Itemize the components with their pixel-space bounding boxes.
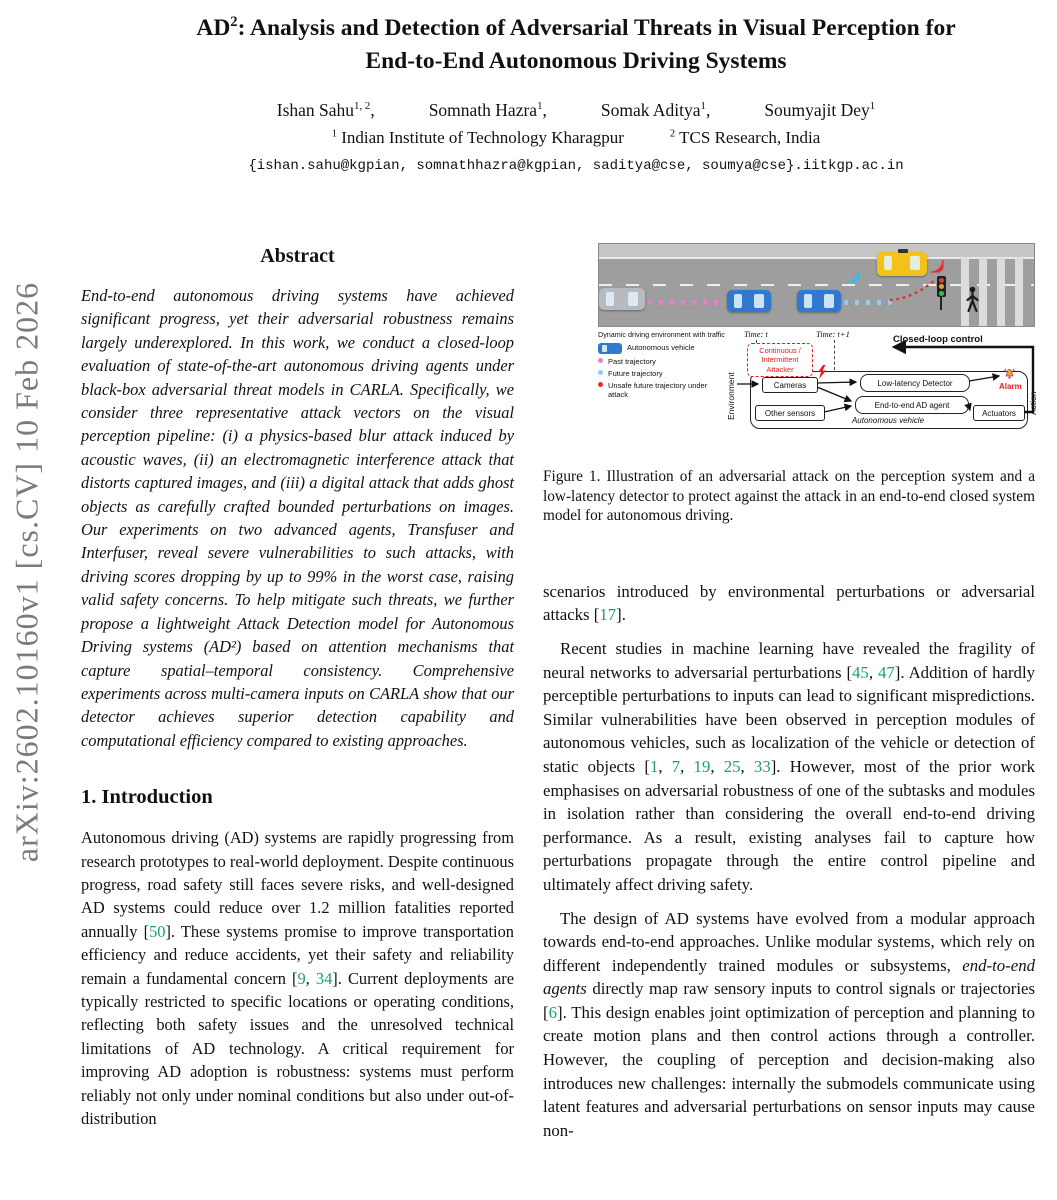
intro-paragraph: Autonomous driving (AD) systems are rapidly progressing from research prototypes to real-world deployment. Despite continuous progress, road safety still faces severe risks, and well-designed AD systems could reduce over 1.2 million fatalities reported annually [50]. These systems promise to improve transportation efficiency and reduce accidents, yet their safety and reliability remain a fundamental concern [9, 34]. Current deployments are typically restricted to specific locations or operating conditions, reflecting both safety issues and the unresolved technical limitations of AD technology. A critical requirement for improving AD adoption is robustness: systems must perform reliably not only under nominal conditions but also under out-of-distribution — [81, 828, 515, 1128]
title-superscript: 2 — [230, 14, 238, 30]
author: Soumyajit Dey$^1$ — [764, 99, 876, 120]
right-column — [543, 243, 1038, 1142]
unsafe-trajectory-dot-icon — [598, 382, 603, 387]
autonomous-vehicle-legend-icon — [598, 343, 622, 354]
section-1-heading: 1. Introduction — [81, 786, 213, 809]
body-paragraph: Recent studies in machine learning have revealed the fragility of neural networks to adversarial perturbations [45, 47]. Addition of hardly perceptible perturbations to inputs can lead to significant mispredictions. Similar vulnerabilities have been observed in perception modules of autonomous vehicles, such as localization of the vehicle or detection of static objects [1, 7, 19, 25, 33]. However, most of the prior work emphasises on adversarial robustness of one of the subtasks and modules in isolation rather than considering the overall end-to-end driving performance. As a result, existing analyses fail to capture how perturbations propagate through the entire control pipeline and ultimately affect driving safety. — [543, 638, 1035, 894]
legend-item-future-trajectory — [598, 369, 716, 378]
citation-link[interactable]: 9 — [297, 968, 306, 988]
time-divider — [834, 340, 835, 370]
lightning-attack-icon — [817, 365, 827, 379]
sidewalk-strip — [599, 244, 1034, 259]
av-container-label: Autonomous vehicle — [851, 416, 925, 425]
citation-link[interactable]: 45 — [852, 662, 869, 682]
environment-label: Environment — [726, 372, 736, 420]
citation-link[interactable]: 33 — [753, 756, 771, 776]
alarm-label: Alarm — [999, 382, 1022, 391]
v2x-signal-icon — [845, 268, 861, 284]
agent-box: End-to-end AD agent — [855, 396, 969, 414]
attack-signal-icon — [929, 258, 945, 274]
author-emails: {ishan.sahu@kgpian, somnathhazra@kgpian, saditya@cse, soumya@cse}.iitkgp.ac.in — [248, 157, 904, 174]
traffic-light-icon — [937, 276, 946, 297]
paper-title — [96, 6, 1056, 78]
legend-item-unsafe-trajectory — [598, 381, 716, 399]
other-sensors-box: Other sensors — [755, 405, 825, 421]
citation-link[interactable]: 19 — [693, 756, 711, 776]
legend-label: Past trajectory — [608, 357, 656, 366]
paper-header — [96, 0, 1056, 174]
figure-1 — [543, 243, 1038, 526]
abstract-text: End-to-end autonomous driving systems have achieved significant progress, yet their adversarial robustness remains largely underexplored. In this work, we conduct a closed-loop evaluation of state-of-the-art autonomous driving agents under black-box adversarial threat models in CARLA. Specifically, we consider three representative attack vectors on the visual perception pipeline: (i) a physics-based blur attack induced by acoustic waves, (ii) an electromagnetic interference attack that distorts captured images, and (iii) a digital attack that adds ghost objects as carefully crafted bounded perturbations on images. Our experiments on two advanced agents, Transfuser and Interfuser, reveal severe vulnerabilities to such attacks, with driving scores dropping by up to 99% in the worst case, raising valid safety concerns. To help mitigate such threats, we further propose a lightweight Attack Detection model for Autonomous Driving systems (AD²) based on attention mechanisms that capture spatial–temporal consistency. Comprehensive experiments across multi-camera inputs on CARLA show that our detector achieves superior detection capability and computational efficiency compared to existing approaches. — [81, 286, 514, 750]
right-column-text — [543, 580, 1035, 1143]
actuators-box: Actuators — [973, 405, 1025, 421]
citation-link[interactable]: 7 — [671, 756, 681, 776]
citation-link[interactable]: 1 — [649, 756, 659, 776]
legend-item-autonomous-vehicle — [598, 343, 716, 354]
future-trajectory-trail — [844, 300, 892, 305]
affiliations: $^1$ Indian Institute of Technology Kharagpur $^2$ TCS Research, India — [331, 127, 821, 147]
figure-1-caption: Figure 1. Illustration of an adversarial attack on the perception system and a low-latency detector to protect against the attack in an end-to-end closed system model for autonomous driving. — [543, 468, 1035, 525]
attacker-box: Continuous / Intermittent Attacker — [747, 343, 813, 377]
legend-label: Future trajectory — [608, 369, 663, 378]
citation-link[interactable]: 50 — [149, 921, 166, 941]
time-t1-label: Time: t+1 — [816, 329, 850, 339]
author: Somnath Hazra$^1$, — [428, 99, 547, 120]
autonomous-vehicle-icon — [727, 290, 771, 312]
citation-link[interactable]: 47 — [877, 662, 895, 682]
citation-link[interactable]: 17 — [599, 605, 617, 625]
scene-caption: Dynamic driving environment with traffic — [598, 330, 725, 339]
left-column — [81, 245, 514, 1130]
legend-label: Unsafe future trajectory under attack — [608, 381, 708, 399]
driving-scene — [598, 243, 1035, 327]
arxiv-watermark: arXiv:2602.10160v1 [cs.CV] 10 Feb 2026 — [8, 281, 45, 863]
closed-loop-label: Closed-loop control — [893, 334, 983, 345]
taxi-icon — [877, 252, 927, 276]
citation-link[interactable]: 34 — [315, 968, 333, 988]
pedestrian-icon — [965, 286, 980, 316]
future-trajectory-dot-icon — [598, 370, 603, 375]
body-paragraph: scenarios introduced by environmental perturbations or adversarial attacks [17]. — [543, 581, 1035, 625]
author: Somak Aditya$^1$, — [600, 99, 711, 120]
author-list — [96, 100, 1056, 121]
gray-car-icon — [599, 288, 645, 310]
figure-1-graphic — [598, 243, 1038, 455]
citation-link[interactable]: 25 — [723, 756, 741, 776]
autonomous-vehicle-icon — [797, 290, 841, 312]
unsafe-trajectory-trail — [889, 272, 941, 304]
author: Ishan Sahu$^{1, 2}$, — [276, 99, 375, 120]
action-label: Action — [1028, 391, 1038, 415]
past-trajectory-dot-icon — [598, 358, 603, 363]
title-line2: End-to-End Autonomous Driving Systems — [365, 47, 787, 74]
past-trajectory-trail — [648, 300, 726, 305]
alarm-bell-icon — [1003, 368, 1016, 381]
time-t-label: Time: t — [744, 329, 768, 339]
figure-legend — [598, 343, 716, 399]
legend-label: Autonomous vehicle — [627, 343, 695, 352]
cameras-box: Cameras — [762, 377, 818, 393]
citation-link[interactable]: 6 — [548, 1002, 557, 1022]
abstract-heading: Abstract — [260, 245, 335, 267]
body-paragraph: The design of AD systems have evolved from a modular approach towards end-to-end approaches. Unlike modular systems, which rely on different independently trained modules or subsystems, end-to-end agents directly map raw sensory inputs to control signals or trajectories [6]. This design enables joint optimization of perception and planning to create motion plans and then control actions through a controller. However, the coupling of perception and decision-making also introduces new challenges: internally the submodels communicate using latent features and adversarial perturbations on sensor inputs may cause non- — [543, 908, 1035, 1140]
detector-box: Low-latency Detector — [860, 374, 970, 392]
title-line1: $AD^2$: Analysis and Detection of Adversarial Threats in Visual Perception for — [196, 14, 956, 41]
legend-item-past-trajectory — [598, 357, 716, 366]
